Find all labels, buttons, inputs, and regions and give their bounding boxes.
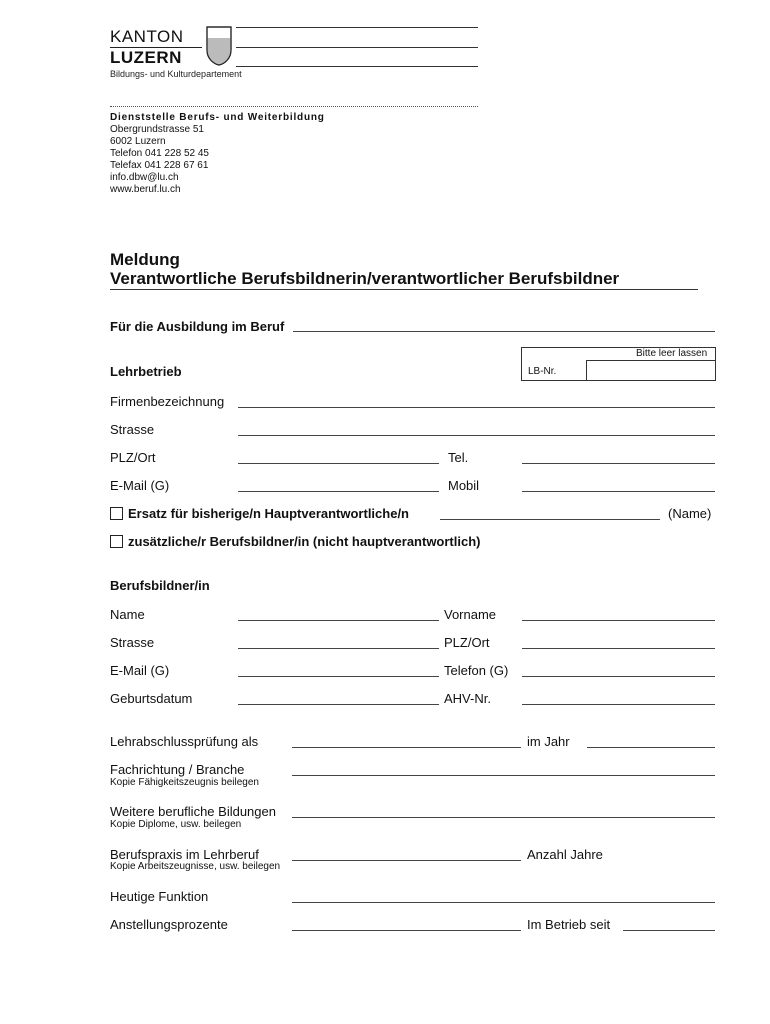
address-email[interactable]: info.dbw@lu.ch [110,172,179,183]
address-block [110,112,325,196]
bb-name-input[interactable] [238,620,439,621]
lb-box-note: Bitte leer lassen [636,348,708,359]
fachrichtung-input[interactable] [292,775,715,776]
lehrbetrieb-email-input[interactable] [238,491,439,492]
weitere-label: Weitere berufliche Bildungen [110,804,276,819]
header-line-3 [236,66,478,67]
lehrbetrieb-tel-label: Tel. [448,450,469,465]
bb-strasse-label: Strasse [110,635,155,650]
weitere-input[interactable] [292,817,715,818]
logo-luzern: LUZERN [110,48,182,67]
lehrbetrieb-strasse-input[interactable] [238,435,715,436]
praxis-note: Kopie Arbeitszeugnisse, usw. beilegen [110,861,281,872]
address-web[interactable]: www.beruf.lu.ch [110,184,181,195]
coat-of-arms-icon [206,26,232,66]
praxis-input[interactable] [292,860,521,861]
im-betrieb-seit-input[interactable] [623,930,715,931]
department-name: Bildungs- und Kulturdepartement [110,69,242,79]
bb-geburtsdatum-input[interactable] [238,704,439,705]
logo-kanton: KANTON [110,27,184,46]
firmenbezeichnung-input[interactable] [238,407,715,408]
ersatz-checkbox[interactable] [110,507,123,520]
lb-box-label: LB-Nr. [528,366,557,377]
praxis-label: Berufspraxis im Lehrberuf [110,847,259,862]
title-underline [110,289,698,290]
funktion-input[interactable] [292,902,715,903]
im-jahr-label: im Jahr [527,734,570,749]
ersatz-name-suffix: (Name) [668,506,712,521]
anstellung-label: Anstellungsprozente [110,917,228,932]
address-fax: Telefax 041 228 67 61 [110,160,209,171]
header-line-1 [236,27,478,28]
bb-telefon-input[interactable] [522,676,715,677]
bb-ahv-label: AHV-Nr. [444,691,491,706]
anstellung-input[interactable] [292,930,521,931]
page-title: Meldung [110,250,180,269]
zusaetzlich-label: zusätzliche/r Berufsbildner/in (nicht hauptverantwortlich) [128,534,481,549]
lehrbetrieb-mobil-label: Mobil [448,478,480,493]
lehrabschluss-input[interactable] [292,747,521,748]
fachrichtung-label: Fachrichtung / Branche [110,762,245,777]
anzahl-jahre-label: Anzahl Jahre [527,847,603,862]
bb-name-label: Name [110,607,145,622]
beruf-input[interactable] [293,331,715,332]
zusaetzlich-checkbox[interactable] [110,535,123,548]
bb-plz-ort-input[interactable] [522,648,715,649]
header-line-2 [236,47,478,48]
page-subtitle: Verantwortliche Berufsbildnerin/verantwortlicher Berufsbildner [110,269,620,288]
bb-plz-ort-label: PLZ/Ort [444,635,490,650]
ersatz-label: Ersatz für bisherige/n Hauptverantwortliche/n [128,506,409,521]
bb-email-label: E-Mail (G) [110,663,170,678]
bb-vorname-input[interactable] [522,620,715,621]
address-city: 6002 Luzern [110,136,166,147]
address-street: Obergrundstrasse 51 [110,124,204,135]
bb-email-input[interactable] [238,676,439,677]
fachrichtung-note: Kopie Fähigkeitszeugnis beilegen [110,777,259,788]
lehrbetrieb-plz-ort-input[interactable] [238,463,439,464]
lehrbetrieb-mobil-input[interactable] [522,491,715,492]
im-betrieb-seit-label: Im Betrieb seit [527,917,611,932]
beruf-label: Für die Ausbildung im Beruf [110,319,285,334]
ersatz-name-input[interactable] [440,519,660,520]
lb-nr-input[interactable] [588,361,713,379]
berufsbildner-heading: Berufsbildner/in [110,578,210,593]
firmenbezeichnung-label: Firmenbezeichnung [110,394,225,409]
bb-telefon-label: Telefon (G) [444,663,509,678]
im-jahr-input[interactable] [587,747,715,748]
weitere-note: Kopie Diplome, usw. beilegen [110,819,242,830]
bb-strasse-input[interactable] [238,648,439,649]
office-name: Dienststelle Berufs- und Weiterbildung [110,112,325,123]
lb-box-vertical-divider [586,360,587,380]
bb-ahv-input[interactable] [522,704,715,705]
lehrbetrieb-strasse-label: Strasse [110,422,155,437]
lehrbetrieb-tel-input[interactable] [522,463,715,464]
bb-vorname-label: Vorname [444,607,497,622]
funktion-label: Heutige Funktion [110,889,209,904]
address-phone: Telefon 041 228 52 45 [110,148,209,159]
address-divider [110,106,478,107]
bb-geburtsdatum-label: Geburtsdatum [110,691,193,706]
lehrbetrieb-heading: Lehrbetrieb [110,364,182,379]
lehrabschluss-label: Lehrabschlussprüfung als [110,734,259,749]
lehrbetrieb-plz-ort-label: PLZ/Ort [110,450,156,465]
lehrbetrieb-email-label: E-Mail (G) [110,478,170,493]
